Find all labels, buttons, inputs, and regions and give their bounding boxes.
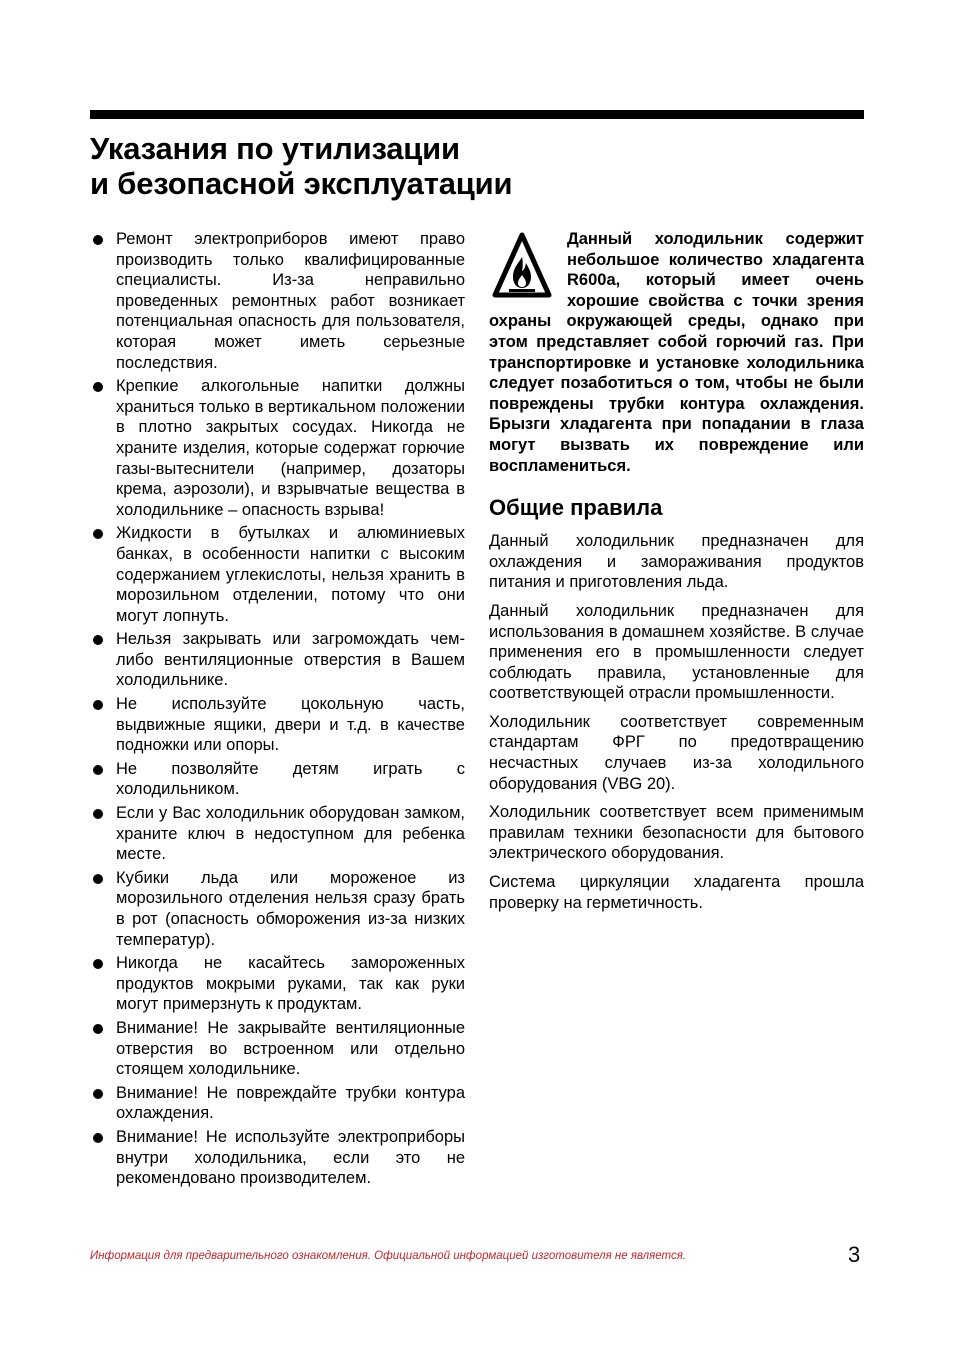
page-title bbox=[90, 131, 864, 201]
bullet-icon bbox=[93, 1089, 103, 1099]
safety-bullets-column bbox=[90, 229, 465, 1192]
list-item bbox=[90, 803, 465, 865]
list-item bbox=[90, 629, 465, 691]
list-item-text: Не используйте цокольную часть, выдвижные ящики, двери и т.д. в качестве подножки или опоры. bbox=[116, 695, 465, 755]
list-item bbox=[90, 759, 465, 800]
list-item bbox=[90, 694, 465, 756]
list-item bbox=[90, 1083, 465, 1124]
bullet-icon bbox=[93, 1024, 103, 1034]
list-item-text: Крепкие алкогольные напитки должны храниться только в вертикальном положении в плотно закрытых сосудах. Никогда не храните изделия, которые содержат горючие газы-вытеснители (например, дозаторы крема, аэрозоли), и взрывчатые вещества в холодильнике – опасность взрыва! bbox=[116, 377, 465, 519]
bullet-icon bbox=[93, 1133, 103, 1143]
list-item-text: Не позволяйте детям играть с холодильником. bbox=[116, 759, 465, 799]
list-item-text: Никогда не касайтесь замороженных продуктов мокрыми руками, так как руки могут примерзнуть к продуктам. bbox=[116, 954, 465, 1014]
general-rules-heading: Общие правила bbox=[489, 495, 663, 521]
general-rules-paragraph: Холодильник соответствует современным стандартам ФРГ по предотвращению несчастных случаев из-за холодильного оборудования (VBG 20). bbox=[489, 712, 864, 793]
bullet-icon bbox=[93, 874, 103, 884]
general-rules-paragraph: Система циркуляции хладагента прошла проверку на герметичность. bbox=[489, 873, 864, 912]
bullet-icon bbox=[93, 382, 103, 392]
safety-bullet-list bbox=[90, 229, 465, 1189]
list-item-text: Внимание! Не закрывайте вентиляционные отверстия во встроенном или отдельно стоящем холодильнике. bbox=[116, 1018, 465, 1079]
page-title-line-1: Указания по утилизации bbox=[90, 131, 460, 166]
list-item-text: Кубики льда или мороженое из морозильного отделения нельзя сразу брать в рот (опасность обморожения из-за низких температур). bbox=[116, 868, 465, 949]
list-item-text: Внимание! Не используйте электроприборы внутри холодильника, если это не рекомендовано производителем. bbox=[116, 1127, 465, 1188]
right-column bbox=[489, 229, 864, 921]
list-item bbox=[90, 229, 465, 373]
warning-text: Данный холодильник содержит небольшое количество хладагента R600a, который имеет очень хорошие свойства с точки зрения охраны окружающей среды, однако при этом представляет собой горючий газ. При транспортировке и установке холодильника следует позаботиться о том, чтобы не были повреждены трубки контура охлаждения. Брызги хладагента при попадании в глаза могут вызвать их повреждение или воспламениться. bbox=[489, 230, 864, 475]
refrigerant-warning bbox=[489, 229, 864, 476]
bullet-icon bbox=[93, 765, 103, 775]
page-title-line-2: и безопасной эксплуатации bbox=[90, 166, 513, 201]
footer-disclaimer: Информация для предварительного ознакомления. Официальной информацией изготовителя не является. bbox=[90, 1250, 687, 1262]
bullet-icon bbox=[93, 959, 103, 969]
bullet-icon bbox=[93, 635, 103, 645]
bullet-icon bbox=[93, 235, 103, 245]
bullet-icon bbox=[93, 809, 103, 819]
bullet-icon bbox=[93, 529, 103, 539]
general-rules-paragraph: Холодильник соответствует всем применимым правилам техники безопасности для бытового электрического оборудования. bbox=[489, 803, 864, 863]
list-item-text: Жидкости в бутылках и алюминиевых банках, в особенности напитки с высоким содержанием углекислоты, нельзя хранить в морозильном отделении, потому что они могут лопнуть. bbox=[116, 524, 465, 625]
list-item-text: Ремонт электроприборов имеют право производить только квалифицированные специалисты. Из-за неправильно проведенных ремонтных работ возникает потенциальная опасность для пользователя, которая может иметь серьезные последствия. bbox=[116, 230, 465, 372]
general-rules-paragraph: Данный холодильник предназначен для охлаждения и замораживания продуктов питания и приготовления льда. bbox=[489, 532, 864, 592]
list-item bbox=[90, 376, 465, 520]
list-item bbox=[90, 868, 465, 950]
list-item bbox=[90, 523, 465, 626]
list-item bbox=[90, 1018, 465, 1080]
list-item-text: Внимание! Не повреждайте трубки контура охлаждения. bbox=[116, 1083, 465, 1123]
list-item bbox=[90, 1127, 465, 1189]
top-rule bbox=[90, 110, 864, 119]
list-item-text: Нельзя закрывать или загромождать чем-либо вентиляционные отверстия в Вашем холодильнике. bbox=[116, 630, 465, 690]
flammable-warning-icon bbox=[491, 231, 553, 301]
list-item-text: Если у Вас холодильник оборудован замком, храните ключ в недоступном для ребенка месте. bbox=[116, 804, 465, 864]
page-number: 3 bbox=[848, 1242, 861, 1267]
list-item bbox=[90, 953, 465, 1015]
bullet-icon bbox=[93, 700, 103, 710]
general-rules-paragraph: Данный холодильник предназначен для использования в домашнем хозяйстве. В случае применения его в промышленности следует соблюдать правила, установленные для соответствующей отрасли промышленности. bbox=[489, 601, 864, 703]
